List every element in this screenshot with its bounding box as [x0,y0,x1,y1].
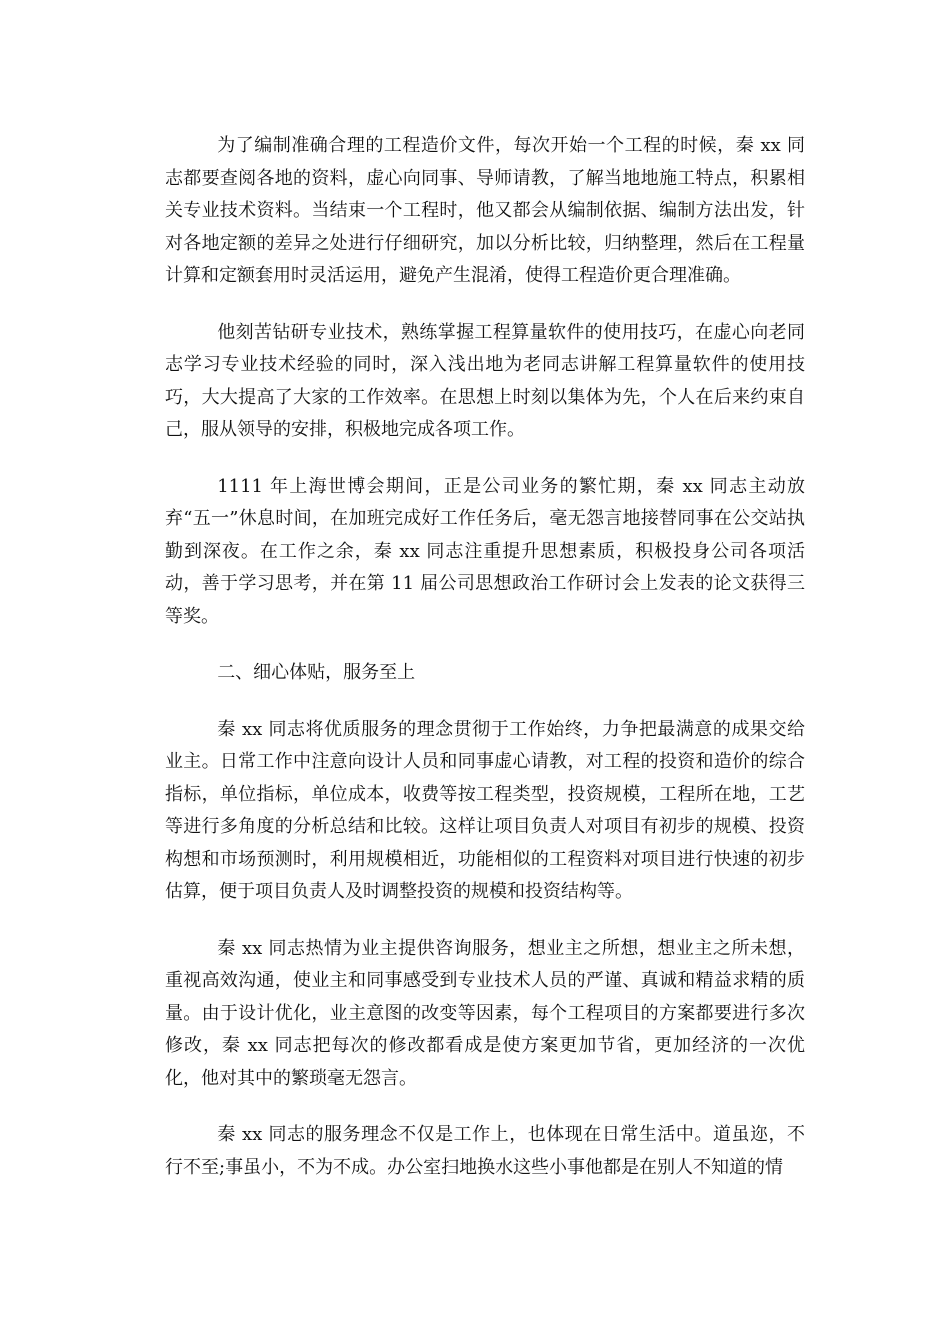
document-body [165,130,805,1208]
paragraph-daily-life: 秦 xx 同志的服务理念不仅是工作上，也体现在日常生活中。道虽迩，不行不至;事虽小，不为不成。办公室扫地换水这些小事他都是在别人不知道的情 [165,1124,805,1178]
paragraph-consulting-service: 秦 xx 同志热情为业主提供咨询服务，想业主之所想，想业主之所未想，重视高效沟通，使业主和同事感受到专业技术人员的严谨、真诚和精益求精的质量。由于设计优化，业主意图的改变等因素，每个工程项目的方案都要进行多次修改，秦 xx 同志把每次的修改都看成是使方案更加节省，更加经济的一次优化，他对其中的繁琐毫无怨言。 [165,937,805,1089]
section-heading: 二、细心体贴，服务至上 [217,662,416,683]
paragraph-expo-service: 1111 年上海世博会期间，正是公司业务的繁忙期，秦 xx 同志主动放弃“五一”休息时间，在加班完成好工作任务后，毫无怨言地接替同事在公交站执勤到深夜。在工作之余，秦 xx 同志注重提升思想素质，积极投身公司各项活动，善于学习思考，并在第 11 届公司思想政治工作研讨会上发表的论文获得三等奖。 [165,475,805,627]
paragraph-cost-documents: 为了编制准确合理的工程造价文件，每次开始一个工程的时候，秦 xx 同志都要查阅各地的资料，虚心向同事、导师请教，了解当地地施工特点，积累相关专业技术资料。当结束一个工程时，他又都会从编制依据、编制方法出发，针对各地定额的差异之处进行仔细研究，加以分析比较，归纳整理，然后在工程量计算和定额套用时灵活运用，避免产生混淆，使得工程造价更合理准确。 [165,135,805,286]
paragraph-quality-service: 秦 xx 同志将优质服务的理念贯彻于工作始终，力争把最满意的成果交给业主。日常工作中注意向设计人员和同事虚心请教，对工程的投资和造价的综合指标，单位指标，单位成本，收费等按工程类型，投资规模，工程所在地，工艺等进行多角度的分析总结和比较。这样让项目负责人对项目有初步的规模、投资构想和市场预测时，利用规模相近，功能相似的工程资料对项目进行快速的初步估算，便于项目负责人及时调整投资的规模和投资结构等。 [165,718,805,902]
paragraph-software-skills: 他刻苦钻研专业技术，熟练掌握工程算量软件的使用技巧，在虚心向老同志学习专业技术经验的同时，深入浅出地为老同志讲解工程算量软件的使用技巧，大大提高了大家的工作效率。在思想上时刻以集体为先，个人在后来约束自己，服从领导的安排，积极地完成各项工作。 [165,321,805,440]
